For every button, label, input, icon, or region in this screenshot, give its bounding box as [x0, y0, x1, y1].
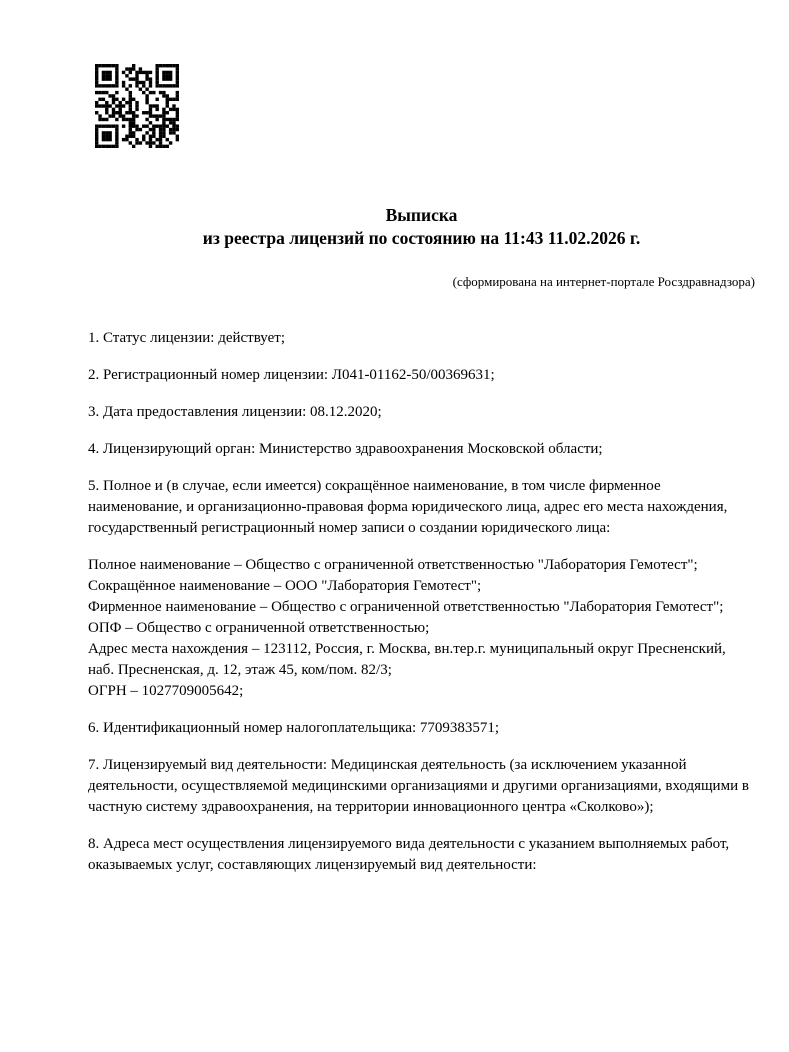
title-line-2: из реестра лицензий по состоянию на 11:43 11.02.2026 г.	[202, 228, 641, 248]
paragraph-line: 3. Дата предоставления лицензии: 08.12.2020;	[88, 404, 382, 420]
document-paragraph	[88, 718, 755, 739]
paragraph-line: Адрес места нахождения – 123112, Россия, г. Москва, вн.тер.г. муниципальный округ Пресненский, наб. Пресненская, д. 12, этаж 45, ком/пом. 82/3;	[88, 641, 726, 678]
document-paragraph	[88, 439, 755, 460]
document-paragraph	[88, 555, 755, 702]
paragraph-line: 8. Адреса мест осуществления лицензируемого вида деятельности с указанием выполняемых работ, оказываемых услуг, составляющих лицензируемый вид деятельности:	[88, 836, 730, 873]
paragraph-line: Сокращённое наименование – ООО "Лаборатория Гемотест";	[88, 578, 482, 594]
paragraph-line: Фирменное наименование – Общество с ограниченной ответственностью "Лаборатория Гемотест";	[88, 599, 724, 615]
paragraph-line: ОГРН – 1027709005642;	[88, 683, 244, 699]
document-paragraph	[88, 365, 755, 386]
document-subtitle: (сформирована на интернет-портале Росздравнадзора)	[452, 274, 755, 289]
document-title	[88, 204, 755, 250]
paragraph-line: Полное наименование – Общество с ограниченной ответственностью "Лаборатория Гемотест";	[88, 557, 698, 573]
paragraph-line: 7. Лицензируемый вид деятельности: Медицинская деятельность (за исключением указанной деятельности, осуществляемой медицинскими организациями и другими организациями, входящими в частную систему здравоохранения, на территории инновационного центра «Сколково»);	[88, 757, 749, 815]
title-line-1: Выписка	[385, 205, 458, 225]
paragraph-line: 2. Регистрационный номер лицензии: Л041-01162-50/00369631;	[88, 367, 495, 383]
paragraph-line: 6. Идентификационный номер налогоплательщика: 7709383571;	[88, 720, 500, 736]
paragraph-line: ОПФ – Общество с ограниченной ответственностью;	[88, 620, 430, 636]
document-content	[88, 204, 755, 892]
paragraph-line: 5. Полное и (в случае, если имеется) сокращённое наименование, в том числе фирменное наименование, и организационно-правовая форма юридического лица, адрес его места нахождения, государственный регистрационный номер записи о создании юридического лица:	[88, 478, 728, 536]
paragraph-line: 1. Статус лицензии: действует;	[88, 330, 285, 346]
qr-code	[95, 64, 179, 148]
document-paragraph	[88, 402, 755, 423]
document-body	[88, 328, 755, 876]
document-paragraph	[88, 755, 755, 818]
document-paragraph	[88, 328, 755, 349]
document-paragraph	[88, 834, 755, 876]
document-paragraph	[88, 476, 755, 539]
paragraph-line: 4. Лицензирующий орган: Министерство здравоохранения Московской области;	[88, 441, 603, 457]
